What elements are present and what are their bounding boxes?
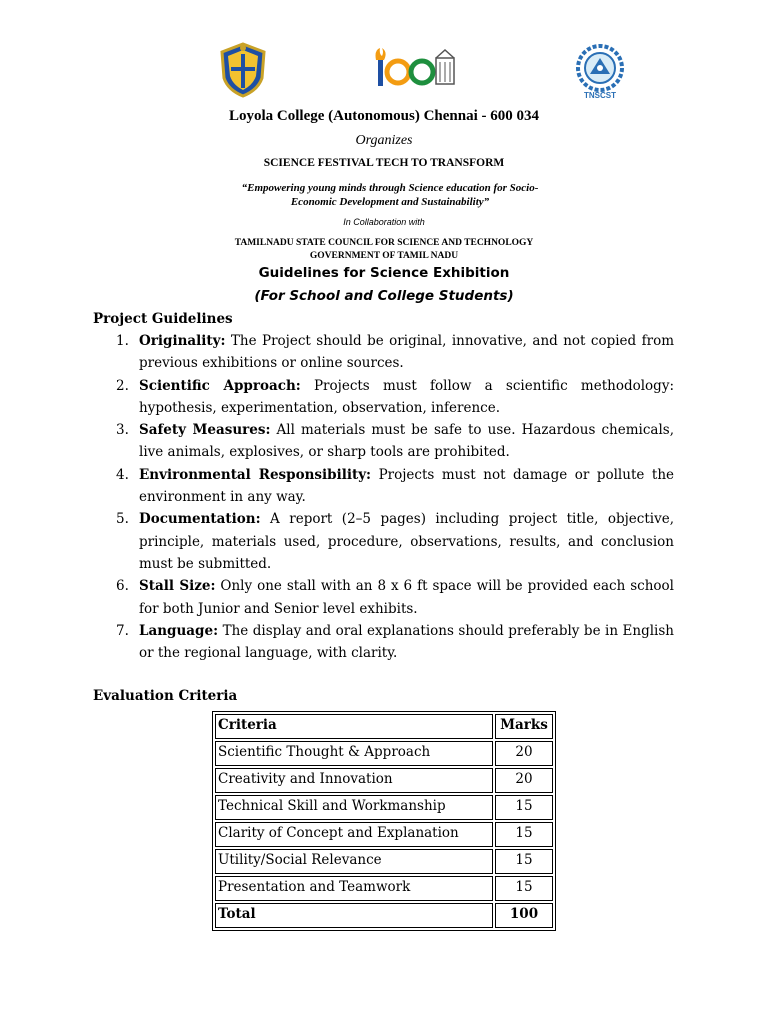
council-name — [0, 237, 768, 263]
table-header-row — [215, 714, 553, 739]
marks-column-header: Marks — [495, 714, 553, 739]
guideline-number: 3. — [116, 422, 129, 439]
loyola-crest-logo — [218, 42, 268, 98]
guideline-text: The display and oral explanations should preferably be in English or the regional language, with clarity. — [139, 622, 674, 662]
total-value: 100 — [495, 903, 553, 928]
svg-text:TNSCST: TNSCST — [584, 91, 616, 100]
guideline-label: Safety Measures: — [139, 422, 271, 439]
guideline-text: The Project should be original, innovative, and not copied from previous exhibitions or online sources. — [139, 333, 674, 372]
guideline-text: Projects must not damage or pollute the environment in any way. — [139, 466, 675, 506]
marks-cell: 20 — [495, 741, 553, 766]
guideline-list — [112, 330, 674, 664]
guideline-label: Stall Size: — [139, 578, 216, 595]
festival-tagline: “Empowering young minds through Science education for Socio-Economic Development and Sustainability” — [241, 182, 539, 208]
criteria-cell: Technical Skill and Workmanship — [215, 795, 493, 820]
table-row — [215, 741, 553, 766]
guideline-text: Only one stall with an 8 x 6 ft space will be provided each school for both Junior and Senior level exhibits. — [139, 578, 674, 617]
guidelines-subtitle: (For School and College Students) — [254, 288, 514, 304]
guideline-number: 2. — [116, 377, 129, 394]
guideline-item — [112, 375, 674, 420]
guideline-label: Scientific Approach: — [139, 377, 301, 394]
guideline-item — [112, 508, 674, 575]
centenary-100-logo — [370, 46, 458, 90]
college-name: Loyola College (Autonomous) Chennai - 600 034 — [228, 108, 539, 124]
logo-strip — [0, 40, 768, 100]
guideline-item — [112, 419, 674, 464]
guideline-number: 5. — [116, 511, 129, 528]
criteria-cell: Utility/Social Relevance — [215, 849, 493, 874]
criteria-cell: Creativity and Innovation — [215, 768, 493, 793]
table-row — [215, 768, 553, 793]
criteria-cell: Clarity of Concept and Explanation — [215, 822, 493, 847]
guideline-item — [112, 330, 674, 375]
council-line-1: TAMILNADU STATE COUNCIL FOR SCIENCE AND TECHNOLOGY — [234, 238, 534, 248]
criteria-cell: Presentation and Teamwork — [215, 876, 493, 901]
criteria-cell: Scientific Thought & Approach — [215, 741, 493, 766]
total-row — [215, 903, 553, 928]
evaluation-table — [212, 711, 556, 931]
criteria-column-header: Criteria — [215, 714, 493, 739]
marks-cell: 15 — [495, 849, 553, 874]
guideline-label: Originality: — [139, 333, 226, 349]
marks-cell: 15 — [495, 876, 553, 901]
guideline-text: All materials must be safe to use. Hazardous chemicals, live animals, explosives, or sharp tools are prohibited. — [139, 422, 674, 461]
table-row — [215, 849, 553, 874]
table-row — [215, 822, 553, 847]
guideline-item — [112, 464, 674, 509]
guideline-text: Projects must follow a scientific methodology: hypothesis, experimentation, observation, inference. — [139, 377, 674, 416]
total-label: Total — [215, 903, 493, 928]
evaluation-heading: Evaluation Criteria — [93, 688, 238, 704]
festival-title: SCIENCE FESTIVAL TECH TO TRANSFORM — [263, 157, 505, 169]
guideline-number: 7. — [116, 622, 129, 639]
tnscst-gear-logo — [574, 44, 626, 100]
collaboration-label: In Collaboration with — [343, 217, 425, 227]
guideline-item — [112, 620, 674, 665]
marks-cell: 15 — [495, 822, 553, 847]
marks-cell: 15 — [495, 795, 553, 820]
guideline-number: 6. — [116, 578, 129, 595]
table-row — [215, 876, 553, 901]
guideline-item — [112, 575, 674, 620]
guideline-label: Language: — [139, 622, 219, 639]
guideline-number: 4. — [116, 466, 129, 483]
marks-cell: 20 — [495, 768, 553, 793]
organizes-label: Organizes — [355, 133, 413, 148]
guidelines-title: Guidelines for Science Exhibition — [258, 265, 510, 281]
table-row — [215, 795, 553, 820]
guideline-label: Documentation: — [139, 511, 261, 528]
project-guidelines-heading: Project Guidelines — [93, 311, 233, 327]
guideline-text: A report (2–5 pages) including project title, objective, principle, materials used, procedure, observations, results, and conclusion must be submitted. — [139, 511, 674, 572]
guideline-number: 1. — [116, 333, 129, 349]
guideline-label: Environmental Responsibility: — [139, 466, 372, 483]
council-line-2: GOVERNMENT OF TAMIL NADU — [309, 251, 459, 261]
